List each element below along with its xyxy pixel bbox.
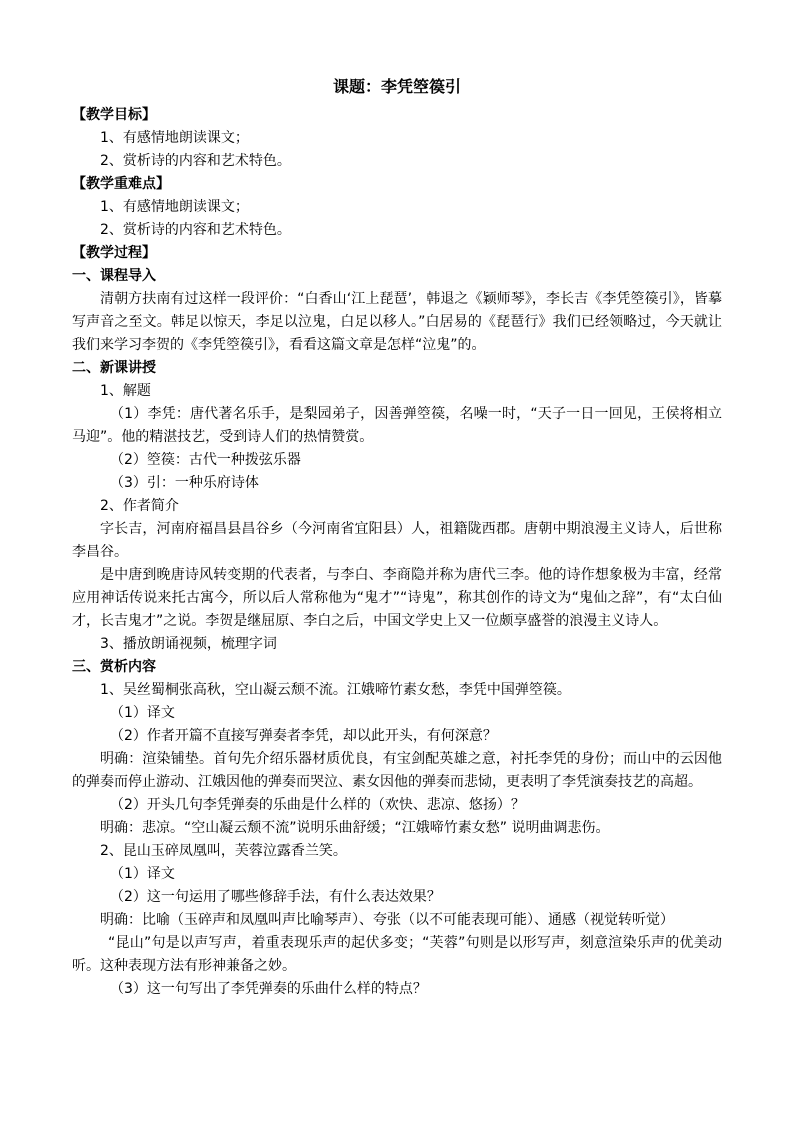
- list-item: 1、有感情地朗读课文；: [100, 199, 249, 215]
- list-item: （3）引：一种乐府诗体: [110, 475, 259, 491]
- answer: 明确：悲凉。“空山凝云颓不流”说明乐曲舒缓；“江娥啼竹素女愁” 说明曲调悲伤。: [100, 820, 610, 836]
- list-item: 3、播放朗诵视频，梳理字词: [100, 636, 277, 652]
- question: （2）开头几句李凭弹奏的乐曲是什么样的（欢快、悲凉、悠扬）？: [110, 797, 525, 813]
- list-item: （1）译文: [110, 866, 175, 882]
- section-heading-key-points: 【教学重难点】: [72, 176, 170, 192]
- page-title: 课题：李凭箜篌引: [332, 77, 461, 96]
- list-item: 1、有感情地朗读课文；: [100, 130, 249, 146]
- list-item: 1、解题: [100, 383, 151, 399]
- answer: 明确：比喻（玉碎声和凤凰叫声比喻琴声）、夸张（以不可能表现可能）、通感（视觉转听觉）: [100, 912, 674, 928]
- poem-line: 2、昆山玉碎凤凰叫，芙蓉泣露香兰笑。: [100, 843, 347, 859]
- section-heading-process: 【教学过程】: [72, 245, 156, 261]
- answer: “昆山”句是以声写声，着重表现乐声的起伏多变；“芙蓉”句则是以形写声，刻意渲染乐声的优美动听。这种表现方法有形神兼备之妙。: [72, 935, 722, 974]
- document-page: [72, 76, 722, 1001]
- list-item: 2、赏析诗的内容和艺术特色。: [100, 153, 291, 169]
- subsection-heading-intro: 一、课程导入: [72, 268, 156, 284]
- section-heading-goals: 【教学目标】: [72, 107, 156, 123]
- paragraph-author-2: 是中唐到晚唐诗风转变期的代表者，与李白、李商隐并称为唐代三李。他的诗作想象极为丰富，经常应用神话传说来托古寓今，所以后人常称他为“鬼才”“诗鬼”，称其创作的诗文为“鬼仙之辞”，有“太白仙才，长吉鬼才”之说。李贺是继屈原、李白之后，中国文学史上又一位颇享盛誉的浪漫主义诗人。: [72, 567, 722, 629]
- paragraph-author-1: 字长吉，河南府福昌县昌谷乡（今河南省宜阳县）人，祖籍陇西郡。唐朝中期浪漫主义诗人，后世称李昌谷。: [72, 521, 722, 560]
- poem-line: 1、吴丝蜀桐张高秋，空山凝云颓不流。江娥啼竹素女愁，李凭中国弹箜篌。: [100, 682, 571, 698]
- answer: 明确：渲染铺垫。首句先介绍乐器材质优良，有宝剑配英雄之意，衬托李凭的身份；而山中的云因他的弹奏而停止游动、江娥因他的弹奏而哭泣、素女因他的弹奏而悲恸，更表明了李凭演奏技艺的高超。: [72, 751, 722, 790]
- question: （3）这一句写出了李凭弹奏的乐曲什么样的特点？: [110, 981, 427, 997]
- paragraph-li-ping: （1）李凭：唐代著名乐手，是梨园弟子，因善弹箜篌，名噪一时，“天子一日一回见，王侯将相立马迎”。他的精湛技艺，受到诗人们的热情赞赏。: [72, 406, 722, 445]
- list-item: 2、赏析诗的内容和艺术特色。: [100, 222, 291, 238]
- question: （2）作者开篇不直接写弹奏者李凭，却以此开头，有何深意？: [110, 728, 497, 744]
- list-item: （2）箜篌：古代一种拨弦乐器: [110, 452, 301, 468]
- paragraph-intro: 清朝方扶南有过这样一段评价：“白香山‘江上琵琶’，韩退之《颖师琴》，李长吉《李凭箜篌引》，皆摹写声音之至文。韩足以惊天，李足以泣鬼，白足以移人。”白居易的《琵琶行》我们已经领略过，今天就让我们来学习李贺的《李凭箜篌引》，看看这篇文章是怎样“泣鬼”的。: [72, 291, 722, 353]
- subsection-heading-appreciation: 三、赏析内容: [72, 659, 156, 675]
- subsection-heading-lecture: 二、新课讲授: [72, 360, 156, 376]
- list-item: 2、作者简介: [100, 498, 179, 514]
- list-item: （1）译文: [110, 705, 175, 721]
- question: （2）这一句运用了哪些修辞手法，有什么表达效果？: [110, 889, 441, 905]
